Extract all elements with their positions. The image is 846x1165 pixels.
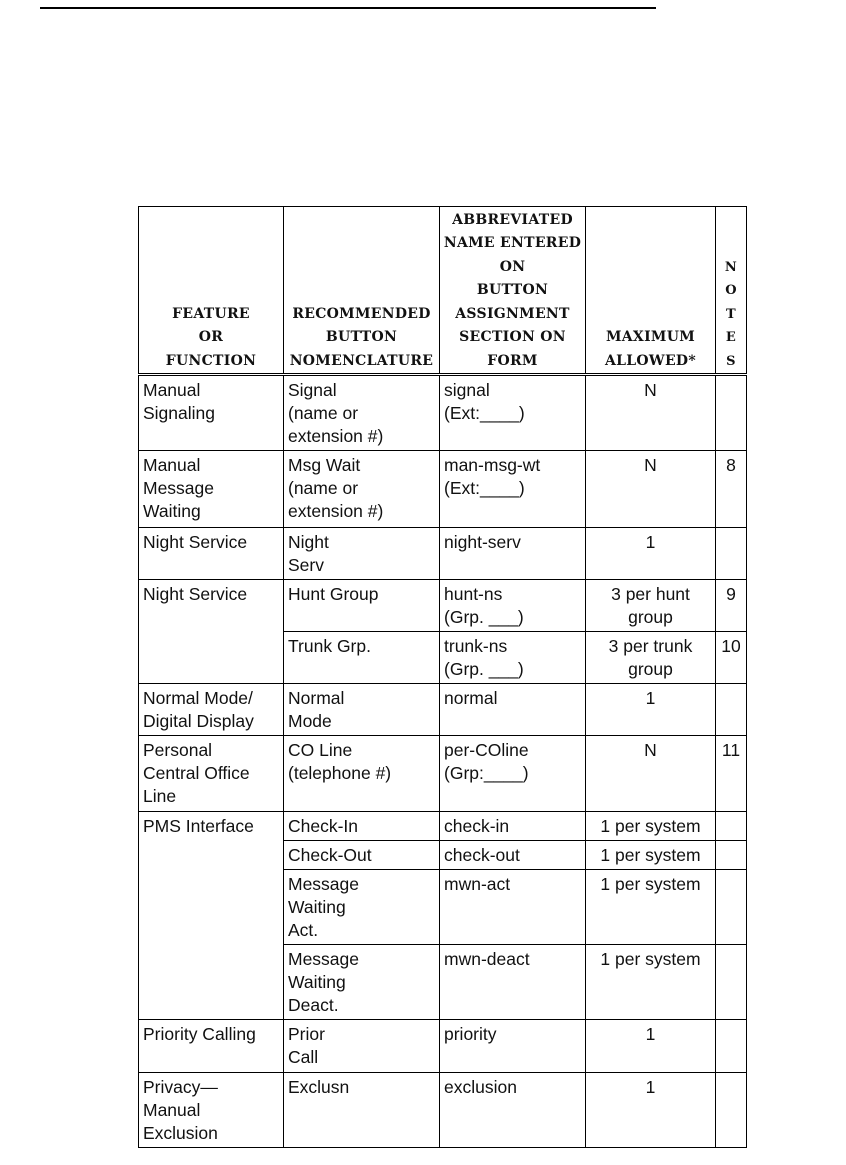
notes-cell	[716, 1020, 747, 1073]
feature-cell: Manual Signaling	[139, 375, 284, 451]
column-header-feature: FEATURE OR FUNCTION	[139, 207, 284, 375]
abbrev-cell: per-COline (Grp:____)	[440, 736, 586, 812]
nomenclature-cell: Signal (name or extension #)	[284, 375, 440, 451]
max-cell: 1	[586, 1073, 716, 1148]
nomenclature-cell: Exclusn	[284, 1073, 440, 1148]
notes-cell: 10	[716, 632, 747, 684]
feature-cell: Night Service	[139, 528, 284, 580]
table-header	[139, 207, 747, 375]
nomenclature-cell: Trunk Grp.	[284, 632, 440, 684]
feature-cell: PMS Interface	[139, 812, 284, 1020]
table-row	[139, 580, 747, 632]
table-row	[139, 375, 747, 451]
table-row	[139, 1020, 747, 1073]
max-cell: N	[586, 375, 716, 451]
max-cell: 1 per system	[586, 841, 716, 870]
feature-cell: Manual Message Waiting	[139, 451, 284, 528]
notes-cell	[716, 812, 747, 841]
table-row	[139, 736, 747, 812]
abbrev-cell: normal	[440, 684, 586, 736]
column-header-abbreviated-name: ABBREVIATED NAME ENTERED ON BUTTON ASSIGNMENT SECTION ON FORM	[440, 207, 586, 375]
max-cell: 1 per system	[586, 812, 716, 841]
nomenclature-cell: Prior Call	[284, 1020, 440, 1073]
feature-cell: Personal Central Office Line	[139, 736, 284, 812]
notes-cell	[716, 870, 747, 945]
abbrev-cell: priority	[440, 1020, 586, 1073]
nomenclature-cell: Normal Mode	[284, 684, 440, 736]
abbrev-cell: hunt-ns (Grp. ___)	[440, 580, 586, 632]
max-cell: N	[586, 736, 716, 812]
feature-cell: Priority Calling	[139, 1020, 284, 1073]
top-rule	[40, 7, 656, 9]
abbrev-cell: signal (Ext:____)	[440, 375, 586, 451]
notes-cell	[716, 1073, 747, 1148]
column-header-maximum-allowed: MAXIMUM ALLOWED*	[586, 207, 716, 375]
feature-cell: Privacy— Manual Exclusion	[139, 1073, 284, 1148]
max-cell: 1 per system	[586, 945, 716, 1020]
abbrev-cell: check-in	[440, 812, 586, 841]
notes-cell: 8	[716, 451, 747, 528]
nomenclature-cell: Check-In	[284, 812, 440, 841]
abbrev-cell: man-msg-wt (Ext:____)	[440, 451, 586, 528]
nomenclature-cell: CO Line (telephone #)	[284, 736, 440, 812]
abbrev-cell: trunk-ns (Grp. ___)	[440, 632, 586, 684]
nomenclature-cell: Message Waiting Deact.	[284, 945, 440, 1020]
table-row	[139, 451, 747, 528]
max-cell: 1 per system	[586, 870, 716, 945]
notes-cell	[716, 375, 747, 451]
table-row	[139, 812, 747, 841]
nomenclature-cell: Msg Wait (name or extension #)	[284, 451, 440, 528]
max-cell: 3 per hunt group	[586, 580, 716, 632]
column-header-nomenclature: RECOMMENDED BUTTON NOMENCLATURE	[284, 207, 440, 375]
feature-cell: Normal Mode/ Digital Display	[139, 684, 284, 736]
abbrev-cell: check-out	[440, 841, 586, 870]
notes-cell	[716, 945, 747, 1020]
abbrev-cell: mwn-deact	[440, 945, 586, 1020]
column-header-notes: N O T E S	[716, 207, 747, 375]
button-assignment-table	[138, 206, 747, 1148]
table-row	[139, 684, 747, 736]
notes-cell	[716, 841, 747, 870]
notes-cell: 11	[716, 736, 747, 812]
table-row	[139, 1073, 747, 1148]
table-row	[139, 528, 747, 580]
max-cell: 1	[586, 528, 716, 580]
max-cell: 3 per trunk group	[586, 632, 716, 684]
max-cell: 1	[586, 1020, 716, 1073]
nomenclature-cell: Check-Out	[284, 841, 440, 870]
abbrev-cell: exclusion	[440, 1073, 586, 1148]
max-cell: N	[586, 451, 716, 528]
nomenclature-cell: Night Serv	[284, 528, 440, 580]
nomenclature-cell: Hunt Group	[284, 580, 440, 632]
abbrev-cell: mwn-act	[440, 870, 586, 945]
notes-cell	[716, 528, 747, 580]
nomenclature-cell: Message Waiting Act.	[284, 870, 440, 945]
feature-cell: Night Service	[139, 580, 284, 684]
abbrev-cell: night-serv	[440, 528, 586, 580]
table-body	[139, 375, 747, 1148]
max-cell: 1	[586, 684, 716, 736]
notes-cell	[716, 684, 747, 736]
notes-cell: 9	[716, 580, 747, 632]
